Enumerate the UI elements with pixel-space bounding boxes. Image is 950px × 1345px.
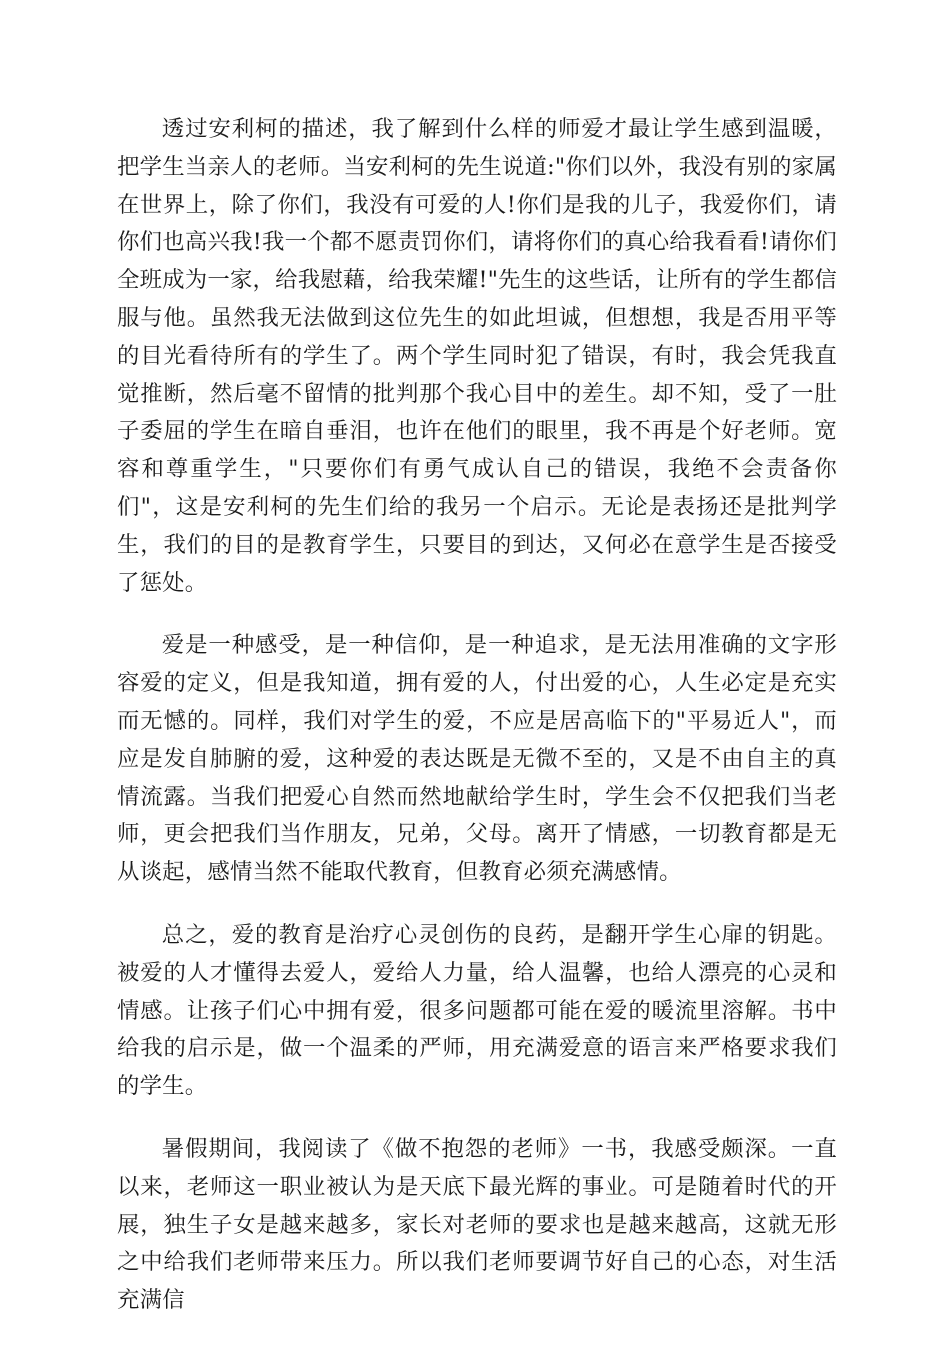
- paragraph-love-of-teacher: 透过安利柯的描述，我了解到什么样的师爱才最让学生感到温暖，把学生当亲人的老师。当安利柯的先生说道:"你们以外，我没有别的家属在世界上，除了你们，我没有可爱的人!你们是我的儿子，我爱你们，请你们也高兴我!我一个都不愿责罚你们，请将你们的真心给我看看!请你们全班成为一家，给我慰藉，给我荣耀!"先生的这些话，让所有的学生都信服与他。虽然我无法做到这位先生的如此坦诚，但想想，我是否用平等的目光看待所有的学生了。两个学生同时犯了错误，有时，我会凭我直觉推断，然后毫不留情的批判那个我心目中的差生。却不知，受了一肚子委屈的学生在暗自垂泪，也许在他们的眼里，我不再是个好老师。宽容和尊重学生，"只要你们有勇气成认自己的错误，我绝不会责备你们"，这是安利柯的先生们给的我另一个启示。无论是表扬还是批判学生，我们的目的是教育学生，只要目的到达，又何必在意学生是否接受了惩处。: [117, 116, 838, 596]
- paragraph-conclusion: 总之，爱的教育是治疗心灵创伤的良药，是翻开学生心扉的钥匙。被爱的人才懂得去爱人，爱给人力量，给人温馨，也给人漂亮的心灵和情感。让孩子们心中拥有爱，很多问题都可能在爱的暖流里溶解。书中给我的启示是，做一个温柔的严师，用充满爱意的语言来严格要求我们的学生。: [117, 921, 837, 1100]
- paragraph-love-is-feeling: 爱是一种感受，是一种信仰，是一种追求，是无法用准确的文字形容爱的定义，但是我知道，拥有爱的人，付出爱的心，人生必定是充实而无憾的。同样，我们对学生的爱，不应是居高临下的"平易近人"，而应是发自肺腑的爱，这种爱的表达既是无微不至的，又是不由自主的真情流露。当我们把爱心自然而然地献给学生时，学生会不仅把我们当老师，更会把我们当作朋友，兄弟，父母。离开了情感，一切教育都是无从谈起，感情当然不能取代教育，但教育必须充满感情。: [117, 632, 837, 886]
- document-body: [117, 111, 837, 1345]
- paragraph-summer-reading: 暑假期间，我阅读了《做不抱怨的老师》一书，我感受颇深。一直以来，老师这一职业被认为是天底下最光辉的事业。可是随着时代的开展，独生子女是越来越多，家长对老师的要求也是越来越高，这就无形之中给我们老师带来压力。所以我们老师要调节好自己的心态，对生活充满信: [117, 1135, 837, 1314]
